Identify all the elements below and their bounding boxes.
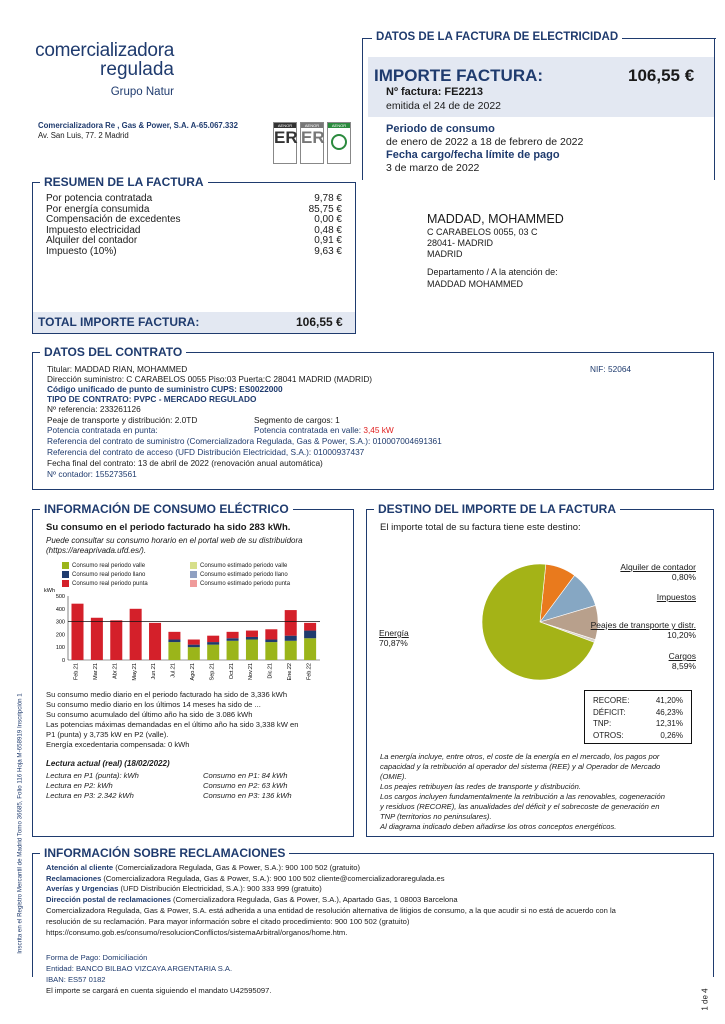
- y-axis-label: kWh: [44, 588, 55, 594]
- y-tick-label: 400: [55, 606, 65, 613]
- x-tick-label: Mar.21: [93, 663, 100, 680]
- summary-item-value: 9,78 €: [314, 193, 342, 204]
- pie-label-charges: Cargos 8,59%: [668, 651, 696, 671]
- y-tick-label: 300: [55, 619, 65, 626]
- chart-bar: [265, 629, 277, 639]
- consumption-text-3: Su consumo acumulado del último año ha sido de 3.086 kWh: [46, 710, 253, 719]
- x-tick-label: Feb.21: [73, 663, 80, 681]
- pie-label-energy: Energía 70,87%: [379, 628, 409, 648]
- info-paragraph-3[interactable]: https://consumo.gob.es/consumo/resolucionConflictos/sistemaArbitral/organos/home.htm.: [46, 928, 348, 937]
- x-tick-label: Abr.21: [112, 663, 119, 679]
- chart-bar: [91, 618, 103, 660]
- legend-item: Consumo estimado periodo valle: [190, 562, 287, 569]
- chart-bar: [71, 604, 83, 660]
- summary-total-label: TOTAL IMPORTE FACTURA:: [38, 315, 200, 329]
- chart-bar: [285, 610, 297, 636]
- certification-badges: [273, 122, 353, 172]
- chart-bar: [304, 638, 316, 660]
- charges-table-row: [593, 707, 683, 719]
- contract-reference: Nº referencia: 233261126: [47, 404, 141, 414]
- summary-item-label: Por potencia contratada: [46, 193, 153, 204]
- charges-table-row: [593, 730, 683, 742]
- info-line-text: (UFD Distribución Electricidad, S.A.): 900 333 999 (gratuito): [118, 884, 322, 893]
- chart-bar: [227, 632, 239, 638]
- chart-bar: [207, 645, 219, 660]
- chart-bar: [207, 636, 219, 642]
- legend-item: Consumo real periodo valle: [62, 562, 145, 569]
- attention-name: MADDAD MOHAMMED: [427, 279, 523, 289]
- recipient-address-1: C CARABELOS 0055, 03 C: [427, 227, 538, 237]
- info-line-label: Reclamaciones: [46, 873, 102, 883]
- chart-bar: [130, 609, 142, 660]
- charge-date-label: Fecha cargo/fecha límite de pago: [386, 149, 560, 161]
- legend-item: Consumo estimado periodo punta: [190, 580, 290, 587]
- recipient-address-3: MADRID: [427, 249, 463, 259]
- invoice-amount-label: IMPORTE FACTURA:: [374, 66, 544, 85]
- chart-bar: [168, 632, 180, 640]
- destination-note-line: capacidad y la retribución al operador del sistema (REE) y al Operador de Mercado: [380, 762, 661, 771]
- charges-table-value: 0,26%: [660, 730, 683, 740]
- charges-breakdown-table: [584, 690, 692, 744]
- x-tick-label: Jun.21: [151, 663, 158, 680]
- pie-label-tolls: Peajes de transporte y distr. 10,20%: [590, 620, 696, 640]
- legend-item: Consumo real periodo llano: [62, 571, 145, 578]
- consumption-note: Puede consultar su consumo horario en el portal web de su distribuidora (https://areaprivada.ufd.es/).: [46, 536, 303, 555]
- consumption-period-value: de enero de 2022 a 18 de febrero de 2022: [386, 136, 584, 148]
- info-line: [46, 863, 360, 872]
- summary-item-value: 0,48 €: [314, 224, 342, 236]
- chart-bar: [168, 642, 180, 660]
- info-line-text: (Comercializadora Regulada, Gas & Power, S.A.), Apartado Gas, 1 08003 Barcelona: [170, 894, 458, 904]
- chart-bar: [227, 638, 239, 641]
- page-number: 1 de 4: [700, 988, 710, 1011]
- legend-item: Consumo estimado periodo llano: [190, 571, 288, 578]
- destination-note-line: TNP (territorios no peninsulares).: [380, 812, 492, 821]
- logo-line-3: Grupo Natur: [110, 86, 174, 98]
- contract-title: DATOS DEL CONTRATO: [40, 345, 186, 359]
- charges-table-row: [593, 695, 683, 707]
- chart-bar: [285, 636, 297, 641]
- bank-mandate: El importe se cargará en cuenta siguiendo el mandato U42595097.: [46, 986, 272, 995]
- consumption-bar-chart: [40, 588, 330, 688]
- cups-code: Código unificado de punto de suministro CUPS: ES0022000: [47, 384, 283, 394]
- consumption-headline: Su consumo en el periodo facturado ha sido 283 kWh.: [46, 522, 291, 533]
- aenor-badge-2: AENOR ER: [300, 122, 324, 164]
- destination-note-line: La energía incluye, entre otros, el coste de la energía en el mercado, los pagos por: [380, 752, 660, 761]
- invoice-issue-date: emitida el 24 de de 2022: [386, 100, 502, 112]
- reading-title: Lectura actual (real) (18/02/2022): [46, 759, 170, 768]
- summary-item-label: Impuesto (10%): [46, 245, 117, 257]
- invoice-amount: 106,55 €: [628, 66, 695, 85]
- info-line-label: Dirección postal de reclamaciones: [46, 894, 171, 904]
- x-tick-label: Ene.22: [286, 663, 293, 681]
- chart-bar: [246, 637, 258, 640]
- chart-bar: [227, 641, 239, 660]
- company-logo: [34, 40, 174, 98]
- contract-type: TIPO DE CONTRATO: PVPC - MERCADO REGULADO: [47, 394, 257, 404]
- charges-table-value: 12,31%: [655, 719, 683, 728]
- consumption-text-1: Su consumo medio diario en el periodo facturado ha sido de 3,336 kWh: [46, 690, 288, 699]
- bank-entity: Entidad: BANCO BILBAO VIZCAYA ARGENTARIA S.A.: [46, 964, 233, 973]
- charges-table-row: [593, 718, 683, 730]
- charge-date-value: 3 de marzo de 2022: [386, 162, 480, 174]
- x-tick-label: Nov.21: [248, 663, 255, 681]
- destination-note-line: Los cargos incluyen fundamentalmente la retribución a las renovables, cogeneración: [380, 792, 665, 801]
- destination-title: DESTINO DEL IMPORTE DE LA FACTURA: [374, 502, 620, 516]
- x-tick-label: Ago.21: [190, 663, 196, 681]
- destination-intro: El importe total de su factura tiene este destino:: [380, 522, 581, 533]
- summary-item-label: Compensación de excedentes: [46, 214, 181, 225]
- y-tick-label: 0: [61, 658, 65, 664]
- summary-item-value: 9,63 €: [314, 245, 342, 257]
- recipient-name: MADDAD, MOHAMMED: [427, 212, 564, 226]
- legend-swatch: [62, 580, 69, 587]
- power-valley-label: Potencia contratada en valle:: [254, 425, 362, 435]
- invoice-number: Nº factura: FE2213: [386, 86, 483, 98]
- chart-bar: [188, 640, 200, 645]
- info-line-text: (Comercializadora Regulada, Gas & Power, S.A.): 900 100 502 (gratuito): [113, 863, 361, 872]
- consumption-p3: Consumo en P3: 136 kWh: [203, 791, 292, 800]
- contract-end-date: Fecha final del contrato: 13 de abril de 2022 (renovación anual automática): [47, 458, 323, 468]
- reading-p3: Lectura en P3: 2.342 kWh: [46, 791, 134, 800]
- pie-label-meter: Alquiler de contador 0,80%: [620, 562, 696, 582]
- chart-bar: [246, 640, 258, 660]
- legend-swatch: [190, 580, 197, 587]
- registration-side-text: Inscrita en el Registro Mercantil de Madrid Tomo 36685, Folio 116 Hoja M-658919 Inscripción 1: [16, 693, 24, 954]
- summary-item-label: Impuesto electricidad: [46, 224, 141, 236]
- chart-bar: [207, 642, 219, 645]
- reading-p1: Lectura en P1 (punta): kWh: [46, 771, 139, 780]
- info-line-text[interactable]: (Comercializadora Regulada, Gas & Power, S.A.): 900 100 502 cliente@comercializadoraregulada.es: [101, 873, 445, 883]
- chart-bar: [110, 620, 122, 660]
- chart-bar: [304, 631, 316, 639]
- access-contract-ref: Referencia del contrato de acceso (UFD Distribución Electricidad, S.A.): 01000937437: [47, 447, 365, 457]
- charges-table-label: OTROS:: [593, 730, 624, 740]
- pie-label-taxes: Impuestos: [656, 592, 696, 602]
- summary-title: RESUMEN DE LA FACTURA: [40, 175, 208, 189]
- company-legal-name: Comercializadora Re , Gas & Power, S.A. A-65.067.332: [38, 121, 238, 130]
- logo-line-2: regulada: [100, 59, 174, 80]
- y-tick-label: 500: [55, 594, 65, 600]
- legend-swatch: [190, 571, 197, 578]
- x-tick-label: Dic.21: [267, 663, 274, 679]
- meter-number: Nº contador: 155273561: [47, 469, 137, 479]
- summary-item-label: Por energía consumida: [46, 203, 150, 215]
- summary-total-value: 106,55 €: [296, 315, 343, 329]
- info-line: [46, 884, 322, 893]
- charges-table-label: TNP:: [593, 719, 612, 728]
- power-valley-value: 3,45 kW: [363, 425, 394, 435]
- charge-segment: Segmento de cargos: 1: [254, 415, 340, 425]
- power-peak: Potencia contratada en punta:: [47, 425, 158, 435]
- destination-note-line: (OMIE).: [380, 772, 407, 781]
- chart-bar: [188, 645, 200, 648]
- legend-swatch: [62, 571, 69, 578]
- bank-iban: IBAN: ES57 0182: [46, 975, 106, 984]
- charges-table-label: RECORE:: [593, 696, 630, 705]
- consumption-text-2: Su consumo medio diario en los últimos 14 meses ha sido de ...: [46, 700, 261, 709]
- summary-item-value: 85,75 €: [308, 203, 342, 215]
- power-valley: [254, 425, 394, 435]
- info-line-label: Averías y Urgencias: [46, 884, 119, 893]
- info-paragraph-1: Comercializadora Regulada, Gas & Power, S.A. está adherida a una entidad de resolución alternativa de litigios de consumo, a la que acudir si no está de acuerdo con la: [46, 906, 616, 915]
- invoice-section-title: DATOS DE LA FACTURA DE ELECTRICIDAD: [372, 31, 622, 43]
- x-tick-label: Feb.22: [306, 663, 313, 681]
- aenor-badge-1: AENOR ER: [273, 122, 297, 164]
- chart-bar: [246, 631, 258, 637]
- reading-p2: Lectura en P2: kWh: [46, 781, 113, 790]
- info-line: [46, 874, 445, 883]
- consumption-period-label: Periodo de consumo: [386, 123, 495, 135]
- contract-nif: NIF: 52064: [590, 364, 632, 374]
- x-tick-label: Sep.21: [209, 663, 216, 681]
- chart-bar: [168, 640, 180, 643]
- consumption-title: INFORMACIÓN DE CONSUMO ELÉCTRICO: [40, 502, 293, 516]
- destination-notes: [380, 752, 706, 832]
- y-tick-label: 100: [55, 645, 65, 652]
- supply-address: Dirección suministro: C CARABELOS 0055 Piso:03 Puerta:C 28041 MADRID (MADRID): [47, 374, 373, 384]
- consumption-p1: Consumo en P1: 84 kWh: [203, 771, 288, 780]
- attention-label: Departamento / A la atención de:: [427, 267, 558, 277]
- x-tick-label: May.21: [131, 663, 138, 681]
- charges-table-value: 41,20%: [655, 696, 683, 705]
- summary-item-value: 0,00 €: [314, 214, 342, 225]
- info-line: [46, 895, 458, 904]
- consumption-text-4: Las potencias máximas demandadas en el último año ha sido 3,338 kW en: [46, 720, 299, 729]
- chart-bar: [304, 623, 316, 631]
- chart-bar: [265, 642, 277, 660]
- destination-note-line: Los peajes retribuyen las redes de transporte y distribución.: [380, 782, 581, 791]
- payment-method: Forma de Pago: Domiciliación: [46, 953, 148, 962]
- info-paragraph-2: resolución de su reclamación. Para mayor información sobre el citado procedimiento: 900 100 502 (gratuito): [46, 917, 410, 926]
- recipient-address-2: 28041- MADRID: [427, 238, 494, 248]
- info-title: INFORMACIÓN SOBRE RECLAMACIONES: [40, 846, 289, 860]
- chart-bar: [285, 641, 297, 660]
- destination-note-line: Al diagrama indicado deben añadirse los otros conceptos energéticos.: [380, 822, 617, 831]
- charges-table-value: 46,23%: [655, 707, 683, 717]
- access-toll: Peaje de transporte y distribución: 2.0TD: [47, 415, 198, 425]
- chart-bar: [265, 640, 277, 643]
- legend-swatch: [62, 562, 69, 569]
- legend-item: Consumo real periodo punta: [62, 580, 148, 587]
- x-tick-label: Jul.21: [170, 663, 177, 678]
- logo-line-1: comercializadora: [35, 40, 174, 61]
- legend-swatch: [190, 562, 197, 569]
- y-tick-label: 200: [55, 632, 65, 639]
- consumption-p2: Consumo en P2: 63 kWh: [203, 781, 288, 790]
- contract-holder: Titular: MADDAD RIAN, MOHAMMED: [47, 364, 188, 374]
- charges-table-label: DÉFICIT:: [593, 707, 626, 717]
- destination-note-line: y residuos (RECORE), las anualidades del déficit y el sobrecoste de generación en: [380, 802, 660, 811]
- aenor-badge-3: AENOR: [327, 122, 351, 164]
- summary-item-value: 0,91 €: [314, 235, 342, 246]
- consumption-chart: [40, 588, 330, 688]
- company-address: Av. San Luis, 77. 2 Madrid: [38, 131, 129, 140]
- consumption-text-6: Energía excedentaria compensada: 0 kWh: [46, 740, 190, 749]
- x-tick-label: Oct.21: [228, 663, 235, 680]
- chart-bar: [149, 623, 161, 660]
- supply-contract-ref: Referencia del contrato de suministro (Comercializadora Regulada, Gas & Power, S.A.): 010007004691361: [47, 436, 442, 446]
- consumption-text-5: P1 (punta) y 3,735 kW en P2 (valle).: [46, 730, 169, 739]
- summary-item-label: Alquiler del contador: [46, 235, 138, 246]
- info-line-label: Atención al cliente: [46, 863, 114, 872]
- chart-bar: [188, 647, 200, 660]
